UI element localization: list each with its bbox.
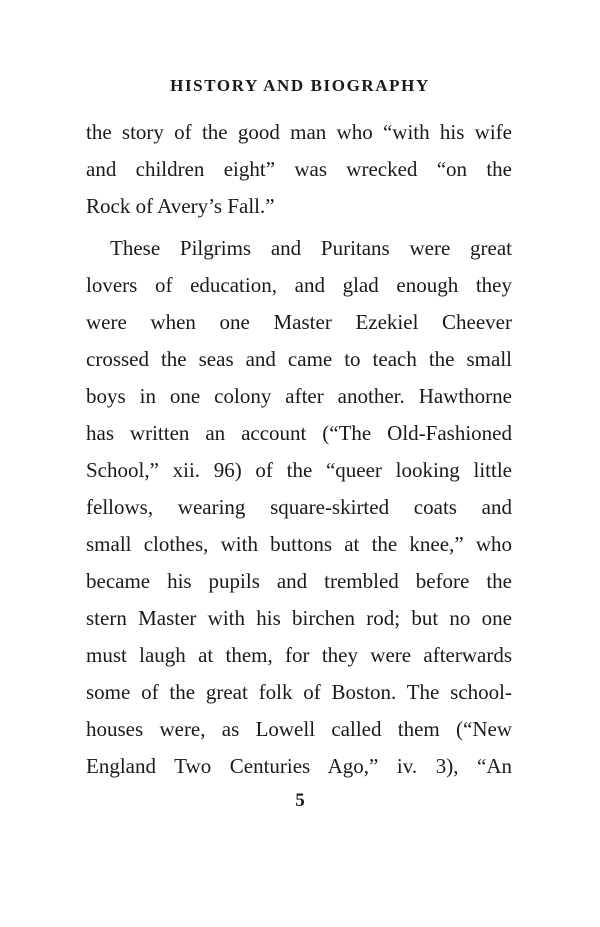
text-line: boys in one colony after another. Hawthorne [86,384,512,408]
text-line: stern Master with his birchen rod; but no one [86,606,512,630]
page-number: 5 [295,790,305,811]
text-line: were when one Master Ezekiel Cheever [86,310,512,334]
text-line: School,” xii. 96) of the “queer looking little [86,458,512,482]
text-line: Rock of Avery’s Fall.” [86,194,275,218]
running-head: HISTORY AND BIOGRAPHY [170,76,430,95]
text-line: must laugh at them, for they were afterwards [86,643,512,667]
text-line: These Pilgrims and Puritans were great [110,236,512,260]
body-text [86,114,512,785]
text-line: England Two Centuries Ago,” iv. 3), “An [86,754,512,778]
paragraph [86,114,512,225]
text-line: crossed the seas and came to teach the small [86,347,512,371]
text-line: the story of the good man who “with his wife [86,120,512,144]
text-line: some of the great folk of Boston. The school- [86,680,512,704]
text-line: houses were, as Lowell called them (“New [86,717,512,741]
text-line: small clothes, with buttons at the knee,” who [86,532,512,556]
paragraph [86,230,512,785]
text-line: fellows, wearing square-skirted coats and [86,495,512,519]
text-line: lovers of education, and glad enough they [86,273,512,297]
text-line: has written an account (“The Old-Fashioned [86,421,512,445]
text-line: became his pupils and trembled before the [86,569,512,593]
text-line: and children eight” was wrecked “on the [86,157,512,181]
